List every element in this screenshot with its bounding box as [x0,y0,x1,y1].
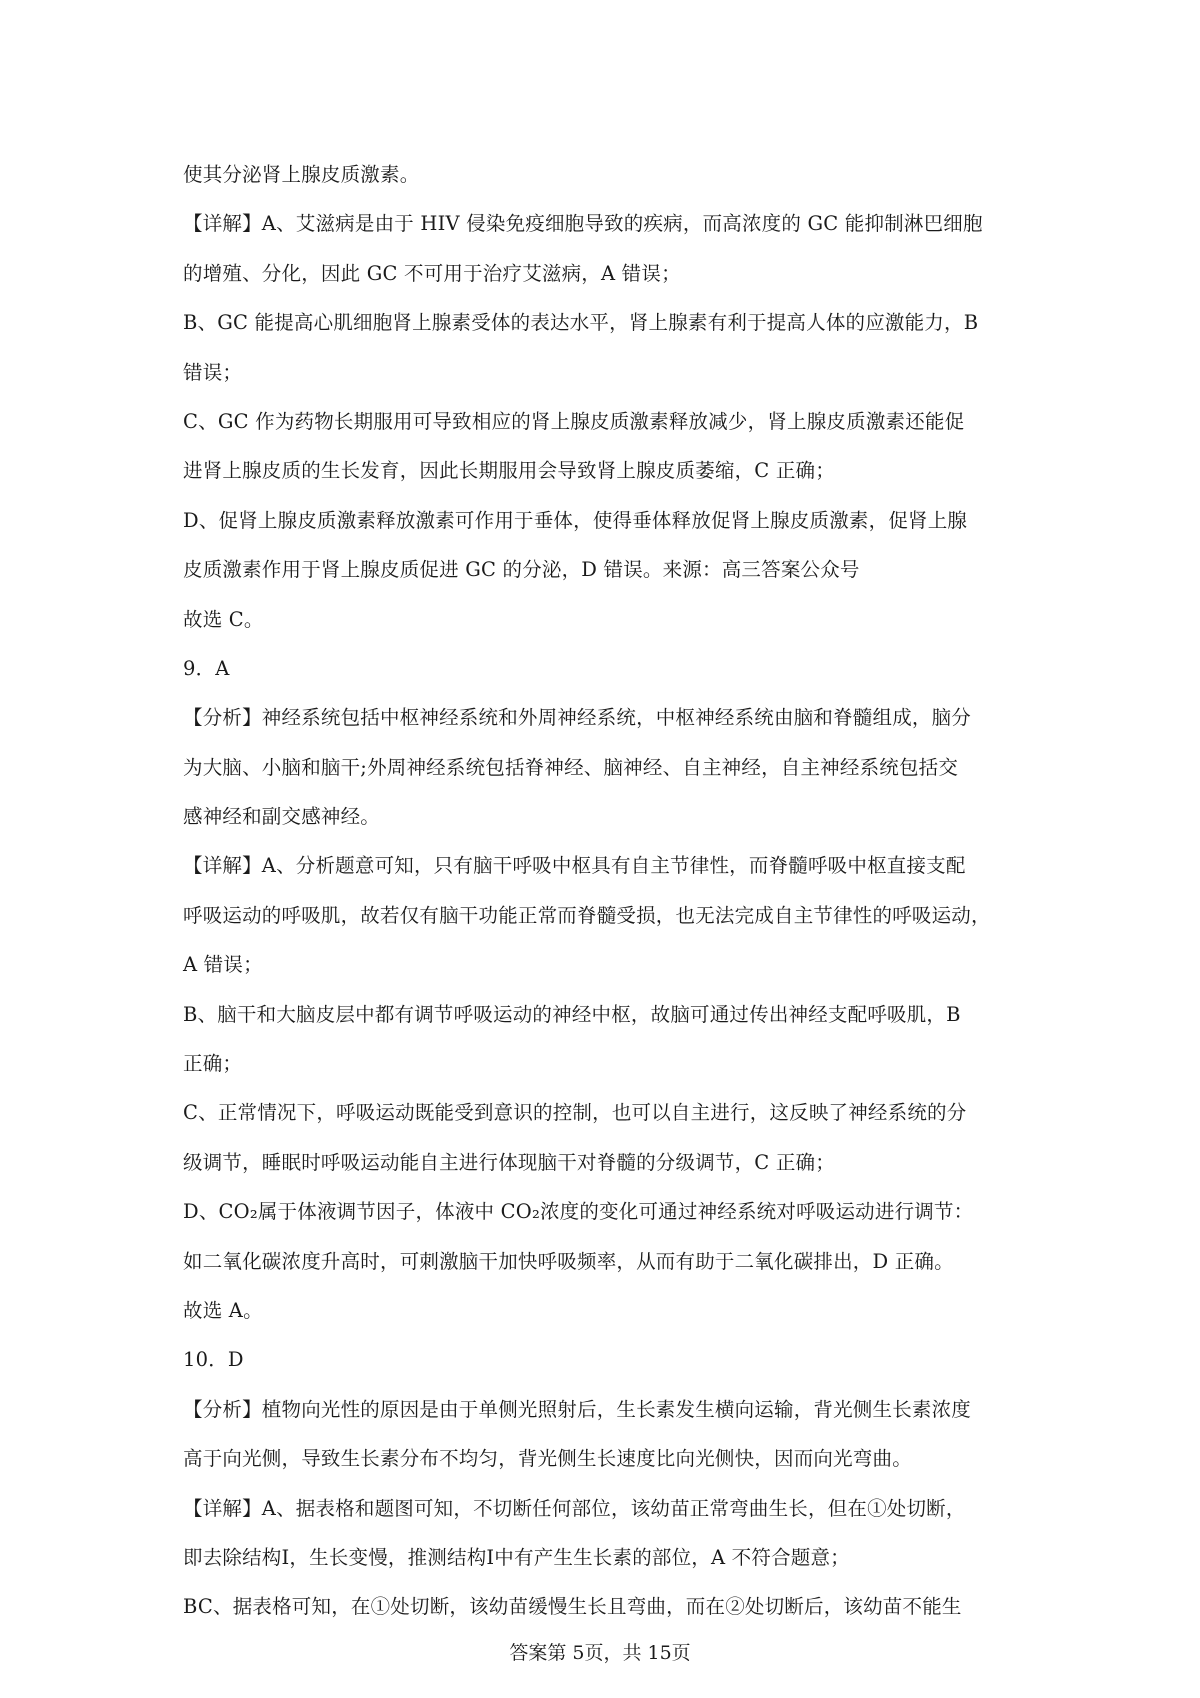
text-line: 如二氧化碳浓度升高时，可刺激脑干加快呼吸频率，从而有助于二氧化碳排出，D 正确。 [183,1249,954,1273]
text-line: D、CO₂属于体液调节因子，体液中 CO₂浓度的变化可通过神经系统对呼吸运动进行调节： [183,1200,974,1224]
text-line: 正确； [183,1052,243,1076]
text-line: 【分析】神经系统包括中枢神经系统和外周神经系统，中枢神经系统由脑和脊髓组成，脑分 [183,706,972,730]
text-line: 故选 A。 [183,1298,263,1322]
text-line: 错误； [183,360,243,384]
text-line: 10．D [183,1348,244,1372]
text-line: B、GC 能提高心肌细胞肾上腺素受体的表达水平，肾上腺素有利于提高人体的应激能力，B [183,311,979,335]
text-line: 的增殖、分化，因此 GC 不可用于治疗艾滋病，A 错误； [183,261,681,285]
text-line: 呼吸运动的呼吸肌，故若仅有脑干功能正常而脊髓受损，也无法完成自主节律性的呼吸运动， [183,903,991,927]
answer-text-body [183,150,1023,1632]
text-line: 【详解】A、据表格和题图可知，不切断任何部位，该幼苗正常弯曲生长，但在①处切断， [183,1496,966,1520]
text-line: D、促肾上腺皮质激素释放激素可作用于垂体，使得垂体释放促肾上腺皮质激素，促肾上腺 [183,508,968,532]
text-line: 【详解】A、分析题意可知，只有脑干呼吸中枢具有自主节律性，而脊髓呼吸中枢直接支配 [183,854,966,878]
text-line: C、正常情况下，呼吸运动既能受到意识的控制，也可以自主进行，这反映了神经系统的分 [183,1101,967,1125]
text-line: 级调节，睡眠时呼吸运动能自主进行体现脑干对脊髓的分级调节，C 正确； [183,1150,835,1174]
text-line: A 错误； [183,953,263,977]
text-line: 【分析】植物向光性的原因是由于单侧光照射后，生长素发生横向运输，背光侧生长素浓度 [183,1397,972,1421]
text-line: 故选 C。 [183,607,264,631]
text-line: 皮质激素作用于肾上腺皮质促进 GC 的分泌，D 错误。来源：高三答案公众号 [183,558,860,582]
text-line: BC、据表格可知，在①处切断，该幼苗缓慢生长且弯曲，而在②处切断后，该幼苗不能生 [183,1595,962,1619]
text-line: 使其分泌肾上腺皮质激素。 [183,163,420,186]
text-line: B、脑干和大脑皮层中都有调节呼吸运动的神经中枢，故脑可通过传出神经支配呼吸肌，B [183,1002,961,1026]
text-line: C、GC 作为药物长期服用可导致相应的肾上腺皮质激素释放减少，肾上腺皮质激素还能促 [183,409,965,433]
text-line: 【详解】A、艾滋病是由于 HIV 侵染免疫细胞导致的疾病，而高浓度的 GC 能抑制淋巴细胞 [183,212,983,236]
text-line: 高于向光侧，导致生长素分布不均匀，背光侧生长速度比向光侧快，因而向光弯曲。 [183,1447,912,1471]
text-line: 感神经和副交感神经。 [183,805,381,829]
page-footer: 答案第 5页，共 15页 [509,1642,691,1664]
text-line: 即去除结构I，生长变慢，推测结构I中有产生生长素的部位，A 不符合题意； [183,1545,850,1569]
text-line: 为大脑、小脑和脑干;外周神经系统包括脊神经、脑神经、自主神经，自主神经系统包括交 [183,755,959,779]
text-line: 进肾上腺皮质的生长发育，因此长期服用会导致肾上腺皮质萎缩，C 正确； [183,459,835,483]
text-line: 9．A [183,656,230,680]
